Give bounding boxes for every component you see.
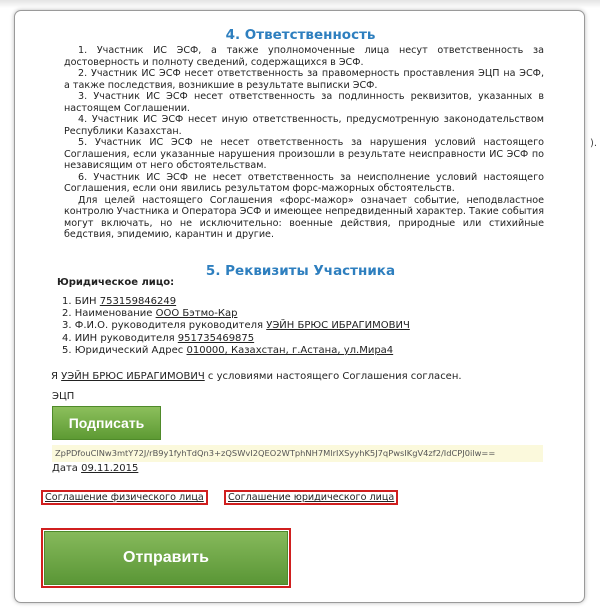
requisite-label: 5. Юридический Адрес	[62, 344, 187, 356]
date-label: Дата	[52, 463, 82, 474]
requisites-list	[62, 296, 410, 357]
requisite-label: 2. Наименование	[62, 308, 156, 320]
signature-value: ZpPDfouClNw3mtY72J/rB9y1fyhTdQn3+zQSWvI2QEO2WTphNH7MlrIXSyyhK5J7qPwsIKgV4zf2/IdCPJ0ilw==	[52, 445, 543, 462]
requisite-label: 4. ИИН руководителя	[62, 332, 178, 344]
top-edge	[0, 0, 600, 8]
requisite-director	[62, 320, 410, 332]
requisite-value: УЭЙН БРЮС ИБРАГИМОВИЧ	[266, 320, 410, 332]
truncated-side-text: ).	[590, 138, 598, 149]
requisite-value: ООО Бэтмо-Кар	[155, 308, 238, 320]
legal-entity-label: Юридическое лицо:	[57, 277, 175, 288]
requisite-name	[62, 308, 410, 320]
requisites-title: 5. Реквизиты Участника	[205, 263, 396, 279]
requisite-iin	[62, 333, 410, 345]
agreement-statement	[51, 371, 462, 382]
term-paragraph-4: 4. Участник ИС ЭСФ несет иную ответственность, предусмотренную законодательством Республики Казахстан.	[64, 114, 544, 137]
individual-agreement-link[interactable]: Соглашение физического лица	[41, 490, 208, 505]
force-majeure-paragraph: Для целей настоящего Соглашения «форс-мажор» означает событие, неподвластное контролю Участника и Оператора ЭСФ и имеющее непредвиденный характер. Такие события могут включать, но не исключительно: военные действия, природные или стихийные бедствия, эпидемию, карантин и другие.	[64, 194, 544, 240]
requisite-label: 1. БИН	[62, 296, 100, 307]
signature-date	[52, 463, 138, 474]
requisite-label: 3. Ф.И.О. руководителя руководителя	[62, 320, 267, 332]
requisite-value: 010000, Казахстан, г.Астана, ул.Мира4	[186, 344, 394, 356]
sign-button[interactable]: Подписать	[52, 406, 161, 440]
requisite-value: 753159846249	[99, 296, 177, 307]
legal-agreement-link[interactable]: Соглашение юридического лица	[224, 490, 398, 505]
submit-button[interactable]: Отправить	[44, 531, 288, 585]
responsibility-terms	[64, 45, 544, 241]
responsibility-title: 4. Ответственность	[225, 27, 376, 43]
date-value: 09.11.2015	[81, 463, 139, 474]
agreement-suffix: с условиями настоящего Соглашения согласен.	[204, 371, 462, 382]
term-paragraph-6: 6. Участник ИС ЭСФ не несет ответственность за неисполнение условий настоящего Соглашения, если они явились результатом форс-мажорных обстоятельств.	[64, 171, 544, 194]
agreement-prefix: Я	[51, 371, 62, 382]
term-paragraph-5: 5. Участник ИС ЭСФ не несет ответственность за нарушения условий настоящего Соглашения, если указанные нарушения произошли в результате неисправности ИС ЭСФ по независящим от него обстоятельствам.	[64, 137, 544, 171]
agreement-name: УЭЙН БРЮС ИБРАГИМОВИЧ	[61, 371, 205, 382]
requisite-bin	[62, 296, 410, 308]
term-paragraph-3: 3. Участник ИС ЭСФ несет ответственность за подлинность реквизитов, указанных в настоящем Соглашении.	[64, 91, 544, 114]
term-paragraph-1: 1. Участник ИС ЭСФ, а также уполномоченные лица несут ответственность за достоверность и полноту сведений, содержащихся в ЭСФ.	[64, 45, 544, 68]
ecp-label: ЭЦП	[52, 391, 75, 402]
term-paragraph-2: 2. Участник ИС ЭСФ несет ответственность за правомерность проставления ЭЦП на ЭСФ, а также последствия, возникшие в результате выписки ЭСФ.	[64, 68, 544, 91]
requisite-value: 951735469875	[177, 332, 255, 344]
requisite-address	[62, 345, 410, 357]
